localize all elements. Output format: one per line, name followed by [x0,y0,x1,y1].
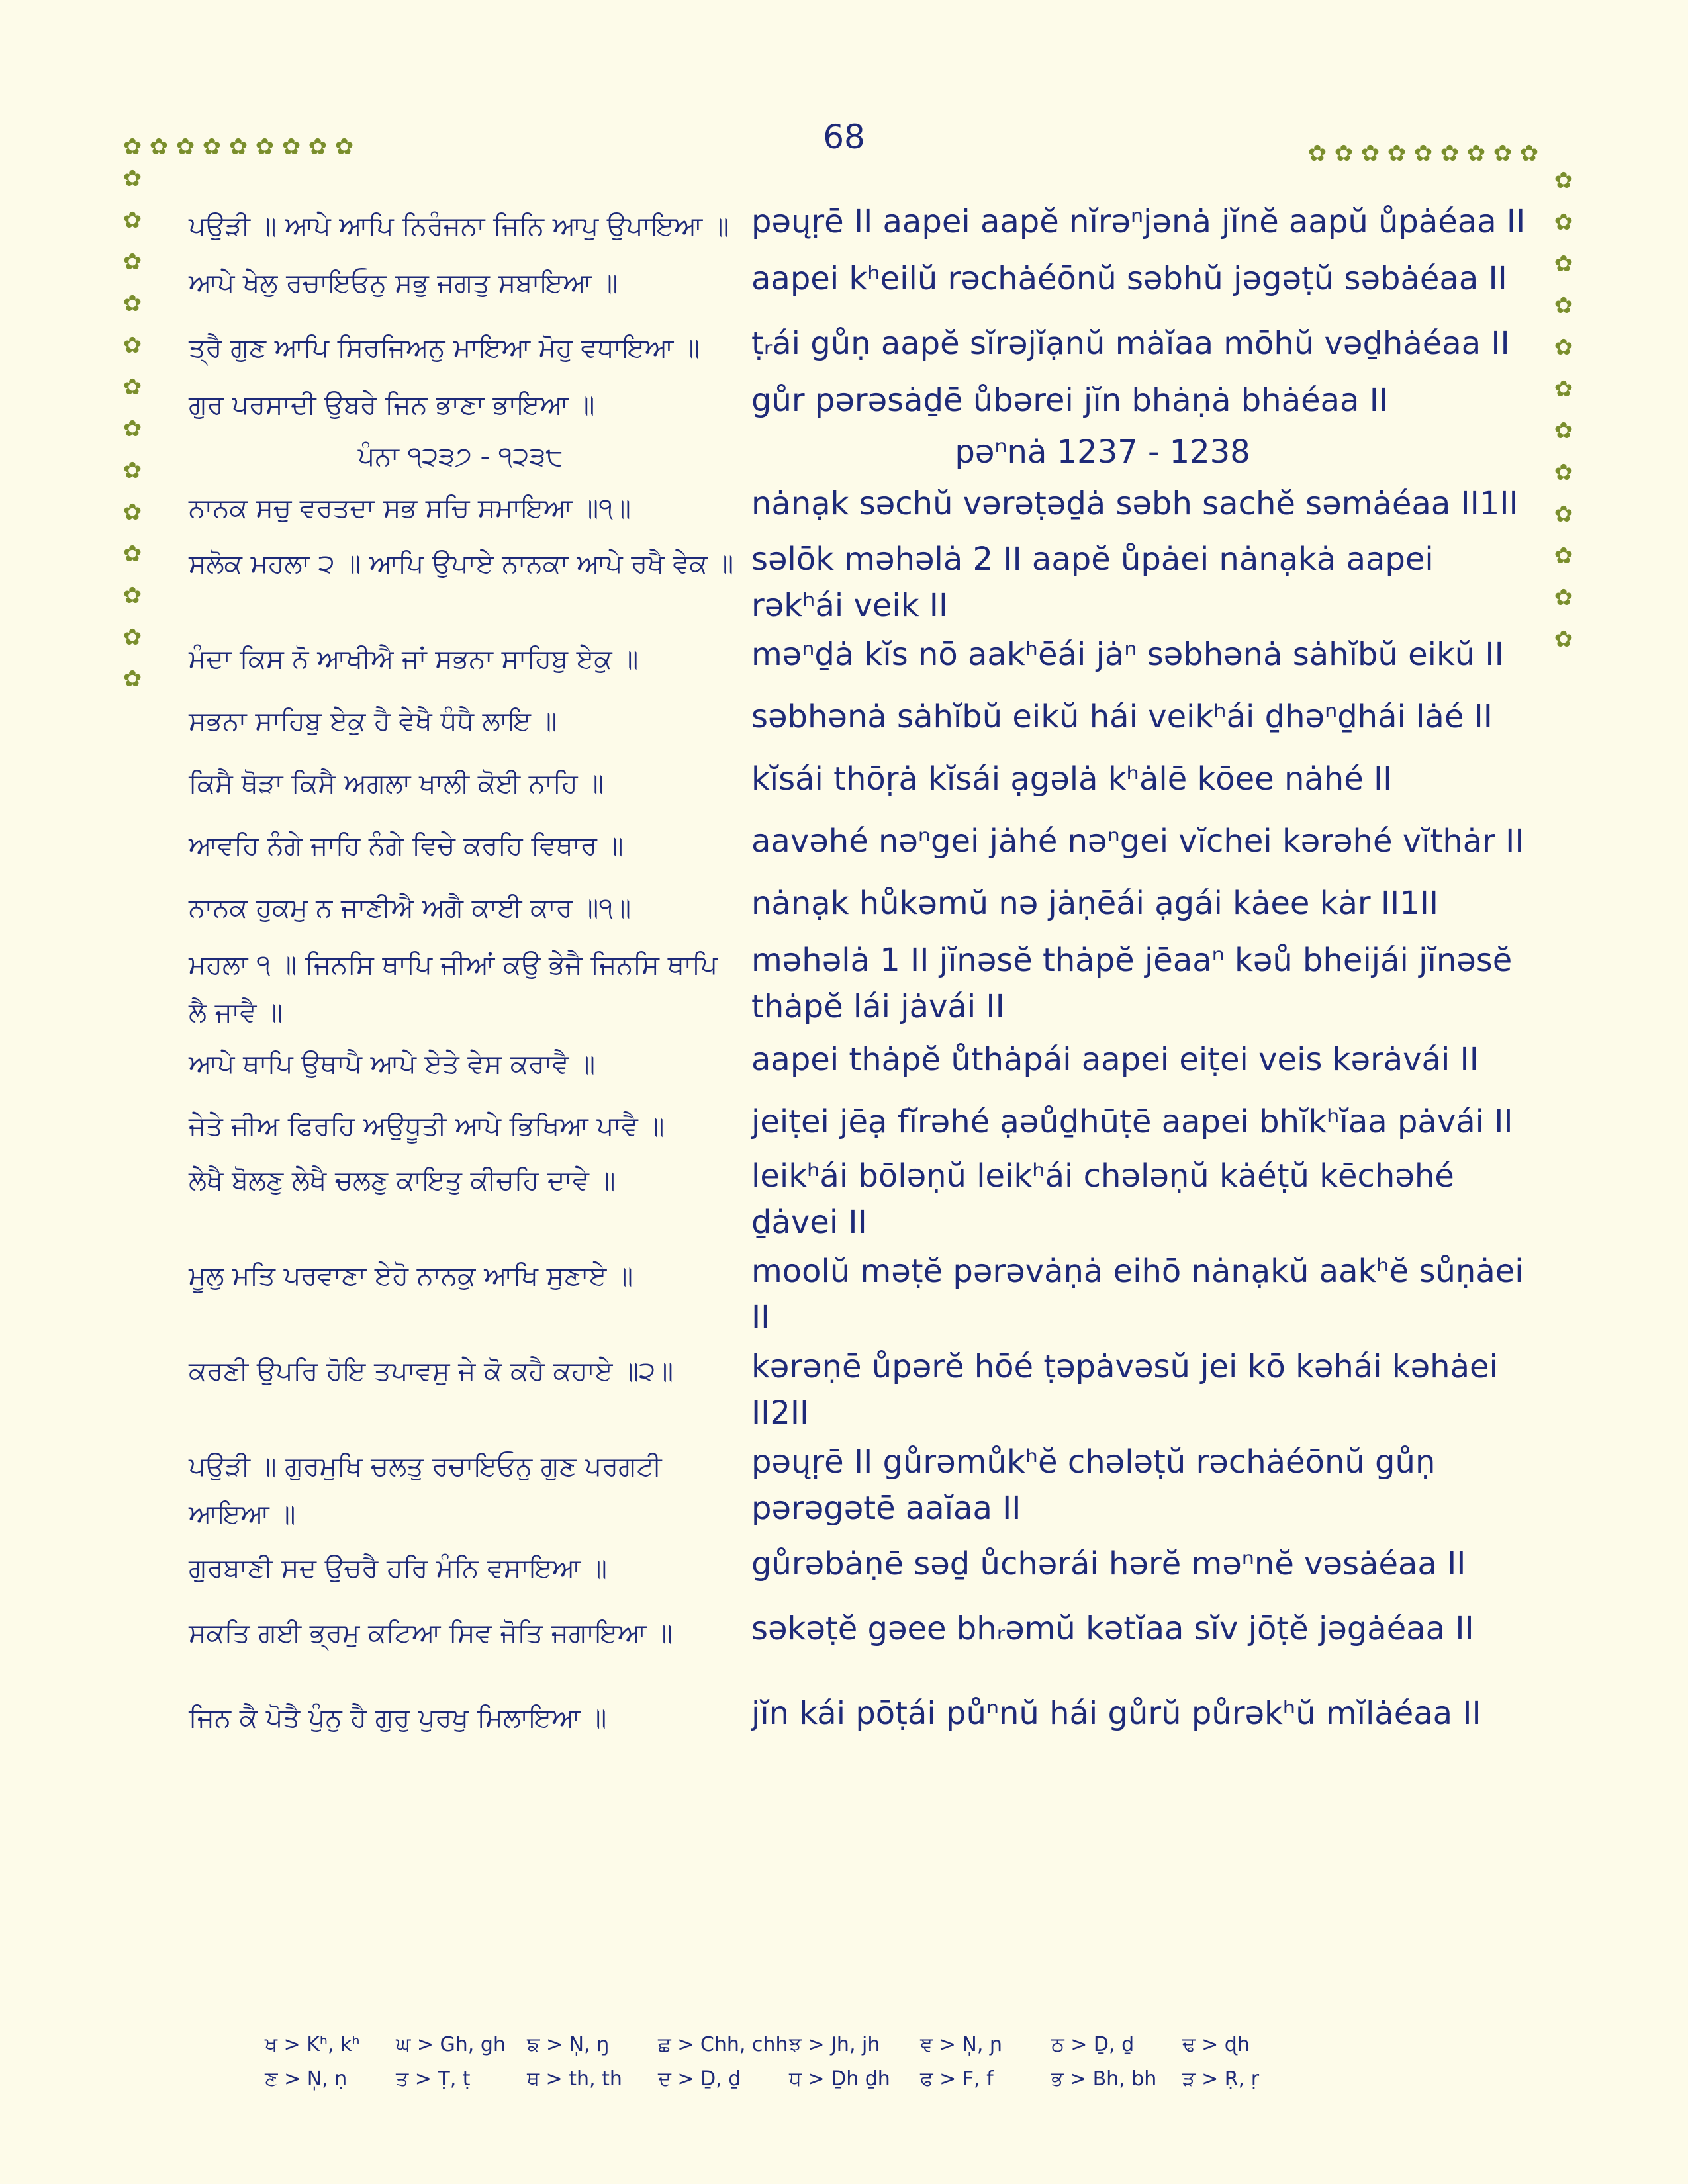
page-number: 68 [823,118,865,156]
gurmukhi-text: ਸਭਨਾ ਸਾਹਿਬੁ ਏਕੁ ਹੈ ਵੇਖੈ ਧੰਧੈ ਲਾਇ ॥ [189,706,557,737]
flower-icon: ✿ [122,541,142,567]
transliteration-text: kərəṇē ůpərĕ hōé ṭəpȧvəsŭ jei kō kəhái kəhȧei II2II [751,1348,1498,1432]
flower-icon: ✿ [122,624,142,651]
transliteration-text: jĭn kái pōṭái půⁿnŭ hái gůrŭ půrəkʰŭ mĭlȧéaa II [751,1695,1481,1732]
legend-item: ਫ > F, f [920,2068,994,2091]
flower-icon: ✿ [1554,293,1573,319]
verse-row [189,818,1532,870]
gurmukhi-text: ਤ੍ਰੈ ਗੁਣ ਆਪਿ ਸਿਰਜਿਅਨੁ ਮਾਇਆ ਮੋਹੁ ਵਧਾਇਆ ॥ [189,333,700,363]
transliteration-text: aapei thȧpĕ ůthȧpái aapei eiṭei veis kərȧvái II [751,1041,1479,1078]
transliteration-text: gůrəbȧṇē səḏ ůchərái hərĕ məⁿnĕ vəsȧéaa II [751,1545,1466,1582]
transliteration-text: pəųṛē II gůrəmůkʰĕ chələṭŭ rəchȧéōnŭ gůṇ pərəgətē aaĭaa II [751,1443,1436,1527]
transliteration-text: məⁿḏȧ kĭs nō aakʰēái jȧⁿ səbhənȧ sȧhĭbŭ eikŭ II [751,636,1504,673]
verse-row [189,1541,1532,1592]
transliteration-legend [265,2033,1456,2102]
transliteration-text: moolŭ məṭĕ pərəvȧṇȧ eihō nȧnạkŭ aakʰĕ sůṇȧei II [751,1253,1524,1336]
flower-icon: ✿ [1413,140,1433,167]
legend-item: ਣ > N̩, ṇ [265,2068,348,2091]
flower-icon: ✿ [122,582,142,609]
legend-item: ਘ > Gh, gh [396,2033,506,2056]
flower-icon: ✿ [1440,140,1460,167]
flower-icon: ✿ [1554,167,1573,194]
verse-row [189,937,1532,1036]
verse-row [189,255,1532,307]
transliteration-text: səkəṭĕ gəee bhᵣəmŭ kətĭaa sĭv jōṭĕ jəgȧéaa II [751,1610,1474,1647]
flower-icon: ✿ [1554,334,1573,361]
gurmukhi-text: ਪੰਨਾ ੧੨੩੭ - ੧੨੩੮ [357,441,563,472]
flower-icon: ✿ [1554,251,1573,277]
flower-icon: ✿ [149,134,169,160]
flower-icon: ✿ [1554,584,1573,611]
flower-icon: ✿ [122,291,142,317]
gurmukhi-text: ਕਿਸੈ ਥੋੜਾ ਕਿਸੈ ਅਗਲਾ ਖਾਲੀ ਕੋਈ ਨਾਹਿ ॥ [189,768,604,799]
flower-icon: ✿ [122,332,142,359]
gurmukhi-text: ਗੁਰ ਪਰਸਾਦੀ ਉਬਰੇ ਜਿਨ ਭਾਣਾ ਭਾਇਆ ॥ [189,390,595,420]
verse-row [189,694,1532,745]
flower-icon: ✿ [1387,140,1407,167]
transliteration-text: gůr pərəsȧḏē ůbərei jĭn bhȧṇȧ bhȧéaa II [751,382,1389,419]
gurmukhi-text: ਆਪੇ ਥਾਪਿ ਉਥਾਪੈ ਆਪੇ ਏਤੇ ਵੇਸ ਕਰਾਵੈ ॥ [189,1049,596,1079]
legend-row [265,2033,1456,2068]
flower-icon: ✿ [228,134,248,160]
legend-item: ਢ > ɖh [1182,2033,1250,2056]
verse-row [189,756,1532,807]
gurmukhi-text: ਸਕਤਿ ਗਈ ਭ੍ਰਮੁ ਕਟਿਆ ਸਿਵ ਜੋਤਿ ਜਗਾਇਆ ॥ [189,1618,673,1649]
flower-icon: ✿ [122,457,142,484]
flower-icon: ✿ [1466,140,1486,167]
gurmukhi-text: ਜੇਤੇ ਜੀਅ ਫਿਰਹਿ ਅਉਧੂਤੀ ਆਪੇ ਭਿਖਿਆ ਪਾਵੈ ॥ [189,1111,665,1142]
flower-icon: ✿ [1307,140,1327,167]
flower-icon: ✿ [308,134,328,160]
legend-item: ਖ > Kʰ, kʰ [265,2033,360,2056]
verse-row [189,480,1532,532]
flower-icon: ✿ [122,207,142,234]
gurmukhi-text: ਮੰਦਾ ਕਿਸ ਨੋ ਆਖੀਐ ਜਾਂ ਸਭਨਾ ਸਾਹਿਬੁ ਏਕੁ ॥ [189,644,639,674]
legend-item: ਠ > Ḏ, ḏ [1051,2033,1135,2056]
gurmukhi-text: ਲੇਖੈ ਬੋਲਣੁ ਲੇਖੈ ਚਲਣੁ ਕਾਇਤੁ ਕੀਚਹਿ ਦਾਵੇ ॥ [189,1165,616,1196]
gurmukhi-text: ਆਪੇ ਖੇਲੁ ਰਚਾਇਓਨੁ ਸਭੁ ਜਗਤੁ ਸਬਾਇਆ ॥ [189,268,618,298]
legend-item: ਭ > Bh, bh [1051,2068,1157,2091]
verse-row [189,1036,1532,1088]
transliteration-text: səlōk məhəlȧ 2 II aapĕ ůpȧei nȧnạkȧ aapei rəkʰái veik II [751,541,1434,624]
flower-icon: ✿ [122,374,142,400]
transliteration-text: jeiṭei jēạ fĭrəhé ạəůḏhūṭē aapei bhĭkʰĭaa pȧvái II [751,1103,1513,1140]
verse-row [189,199,1532,250]
gurmukhi-text: ਪਉੜੀ ॥ ਆਪੇ ਆਪਿ ਨਿਰੰਜਨਾ ਜਿਨਿ ਆਪੁ ਉਪਾਇਆ ॥ [189,211,729,242]
verse-table [189,199,1532,1742]
gurmukhi-text: ਪਉੜੀ ॥ ਗੁਰਮੁਖਿ ਚਲਤੁ ਰਚਾਇਓਨੁ ਗੁਣ ਪਰਗਟੀ ਆਇਆ ॥ [189,1451,662,1529]
gurmukhi-text: ਕਰਣੀ ਉਪਰਿ ਹੋਇ ਤਪਾਵਸੁ ਜੇ ਕੋ ਕਹੈ ਕਹਾਏ ॥੨॥ [189,1356,674,1387]
legend-item: ਝ > Jh, jh [789,2033,880,2056]
flower-icon: ✿ [255,134,275,160]
legend-item: ਤ > Ṭ, ṭ [396,2068,471,2091]
verse-row [189,1690,1532,1742]
flower-icon: ✿ [1360,140,1380,167]
transliteration-text: aapei kʰeilŭ rəchȧéōnŭ səbhŭ jəgəṭŭ səbȧéaa II [751,260,1507,297]
transliteration-text: pəⁿnȧ 1237 - 1238 [955,433,1250,471]
verse-row [189,880,1532,932]
legend-item: ਙ > N̩, ŋ [527,2033,610,2056]
flower-icon: ✿ [1554,501,1573,527]
flower-icon: ✿ [1554,626,1573,653]
verse-row [189,536,1532,629]
flower-icon: ✿ [1554,209,1573,236]
page-range-row [189,429,1532,480]
gurmukhi-text: ਨਾਨਕ ਹੁਕਮੁ ਨ ਜਾਣੀਐ ਅਗੈ ਕਾਈ ਕਾਰ ॥੧॥ [189,893,632,923]
gurmukhi-text: ਨਾਨਕ ਸਚੁ ਵਰਤਦਾ ਸਭ ਸਚਿ ਸਮਾਇਆ ॥੧॥ [189,493,631,523]
transliteration-text: nȧnạk hůkəmŭ nə jȧṇēái ạgái kȧee kȧr II1II [751,885,1439,922]
verse-row [189,1606,1532,1657]
verse-row [189,320,1532,372]
flower-icon: ✿ [1493,140,1513,167]
flower-icon: ✿ [1519,140,1539,167]
gurmukhi-text: ਸਲੋਕ ਮਹਲਾ ੨ ॥ ਆਪਿ ਉਪਾਏ ਨਾਨਕਾ ਆਪੇ ਰਖੈ ਵੇਕ ॥ [189,549,734,579]
legend-row [265,2068,1456,2102]
legend-item: ਧ > Ḏh ḏh [789,2068,890,2091]
flower-icon: ✿ [175,134,195,160]
legend-item: ਦ > Ḏ, ḏ [658,2068,741,2091]
verse-row [189,631,1532,683]
verse-row [189,1153,1532,1246]
flower-icon: ✿ [122,165,142,192]
verse-row [189,1099,1532,1150]
legend-item: ੜ > Ṛ, ṛ [1182,2068,1260,2091]
legend-item: ਞ > N̩, ɲ [920,2033,1003,2056]
flower-icon: ✿ [202,134,222,160]
flower-icon: ✿ [1554,459,1573,486]
gurmukhi-text: ਮੂਲੁ ਮਤਿ ਪਰਵਾਣਾ ਏਹੋ ਨਾਨਕੁ ਆਖਿ ਸੁਣਾਏ ॥ [189,1261,633,1291]
verse-row [189,1343,1532,1436]
flower-icon: ✿ [122,416,142,442]
flower-icon: ✿ [1554,376,1573,402]
verse-row [189,1248,1532,1341]
gurmukhi-text: ਆਵਹਿ ਨੰਗੇ ਜਾਹਿ ਨੰਗੇ ਵਿਚੇ ਕਰਹਿ ਵਿਥਾਰ ॥ [189,831,624,861]
transliteration-text: leikʰái bōləṇŭ leikʰái chələṇŭ kȧéṭŭ kēchəhé ḏȧvei II [751,1158,1454,1241]
transliteration-text: nȧnạk səchŭ vərəṭəḏȧ səbh sachĕ səmȧéaa II1II [751,485,1519,522]
transliteration-text: aavəhé nəⁿgei jȧhé nəⁿgei vĭchei kərəhé vĭthȧr II [751,823,1524,860]
transliteration-text: ṭᵣái gůṇ aapĕ sĭrəjĭạnŭ mȧĭaa mōhŭ vəḏhȧéaa II [751,325,1510,362]
transliteration-text: pəųṛē II aapei aapĕ nĭrəⁿjənȧ jĭnĕ aapŭ ůpȧéaa II [751,203,1526,240]
flower-icon: ✿ [1554,418,1573,444]
flower-icon: ✿ [334,134,354,160]
transliteration-text: səbhənȧ sȧhĭbŭ eikŭ hái veikʰái ḏhəⁿḏhái lȧé II [751,698,1493,735]
transliteration-text: məhəlȧ 1 II jĭnəsĕ thȧpĕ jēaaⁿ kəů bheijái jĭnəsĕ thȧpĕ lái jȧvái II [751,942,1513,1025]
flower-icon: ✿ [1334,140,1354,167]
flower-icon: ✿ [122,249,142,275]
gurmukhi-text: ਜਿਨ ਕੈ ਪੋਤੈ ਪੁੰਨੁ ਹੈ ਗੁਰੁ ਪੁਰਖੁ ਮਿਲਾਇਆ ॥ [189,1703,607,1733]
flower-icon: ✿ [122,666,142,692]
gurmukhi-text: ਮਹਲਾ ੧ ॥ ਜਿਨਸਿ ਥਾਪਿ ਜੀਆਂ ਕਉ ਭੇਜੈ ਜਿਨਸਿ ਥਾਪਿ ਲੈ ਜਾਵੈ ॥ [189,950,718,1028]
gurmukhi-text: ਗੁਰਬਾਣੀ ਸਦ ਉਚਰੈ ਹਰਿ ਮੰਨਿ ਵਸਾਇਆ ॥ [189,1553,608,1584]
legend-item: ਛ > Chh, chh [658,2033,788,2056]
flower-icon: ✿ [122,499,142,525]
verse-row [189,377,1532,429]
verse-row [189,1439,1532,1538]
legend-item: ਥ > th, th [527,2068,622,2091]
transliteration-text: kĭsái thōṛȧ kĭsái ạgəlȧ kʰȧlē kōee nȧhé II [751,760,1393,797]
flower-icon: ✿ [281,134,301,160]
flower-icon: ✿ [122,134,142,160]
flower-icon: ✿ [1554,543,1573,569]
